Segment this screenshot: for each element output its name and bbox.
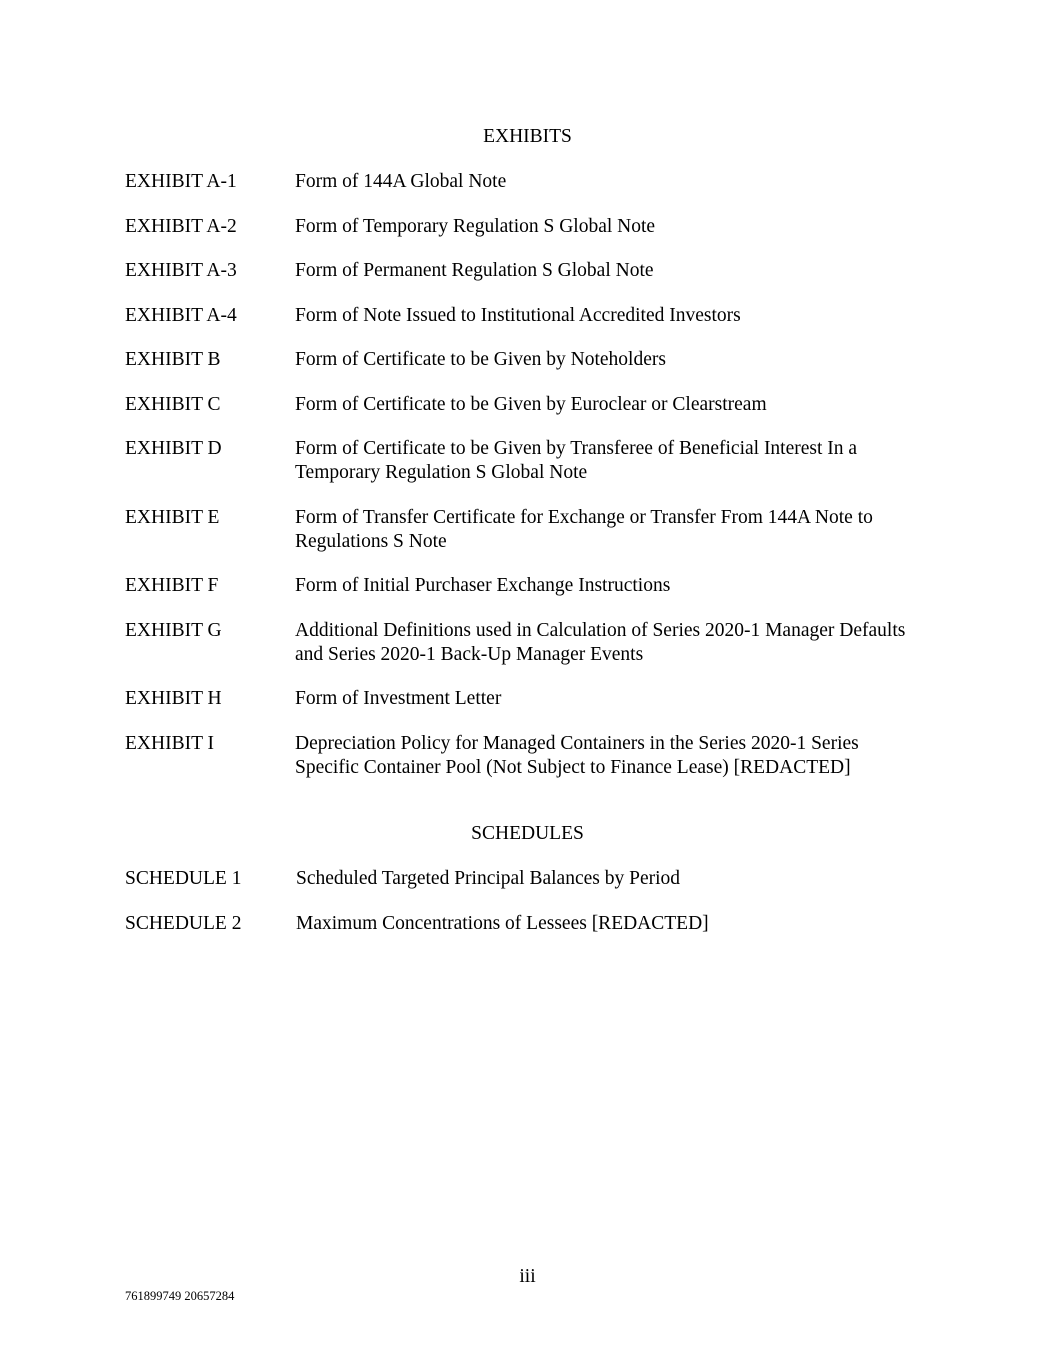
exhibit-label: EXHIBIT F	[125, 575, 219, 596]
exhibit-description: Form of Permanent Regulation S Global Note	[295, 260, 654, 281]
exhibit-entry	[125, 393, 925, 417]
exhibit-label: EXHIBIT H	[125, 688, 222, 709]
exhibit-entry	[125, 215, 925, 239]
schedules-heading: SCHEDULES	[471, 823, 584, 844]
exhibit-label: EXHIBIT E	[125, 506, 220, 528]
exhibit-description: Form of Transfer Certificate for Exchange or Transfer From 144A Note to Regulations S Note	[295, 506, 873, 552]
exhibit-description: Form of Temporary Regulation S Global Note	[295, 215, 656, 237]
schedule-list	[125, 867, 925, 956]
exhibit-label: EXHIBIT A-1	[125, 171, 237, 192]
exhibit-description: Form of Investment Letter	[295, 688, 502, 709]
exhibit-entry	[125, 619, 925, 667]
schedule-entry	[125, 912, 925, 936]
exhibit-description: Form of 144A Global Note	[295, 171, 507, 192]
exhibit-entry	[125, 732, 925, 780]
exhibit-entry	[125, 687, 925, 711]
schedule-description: Maximum Concentrations of Lessees [REDACTED]	[296, 912, 709, 934]
exhibit-description: Additional Definitions used in Calculation of Series 2020-1 Manager Defaults and Series 2020-1 Back-Up Manager Events	[295, 619, 906, 665]
schedule-entry	[125, 867, 925, 891]
exhibit-label: EXHIBIT I	[125, 732, 214, 754]
exhibit-entry	[125, 304, 925, 328]
exhibit-list	[125, 170, 925, 800]
exhibit-label: EXHIBIT B	[125, 349, 221, 370]
page-number: iii	[519, 1266, 536, 1287]
exhibit-label: EXHIBIT A-4	[125, 304, 237, 326]
document-id: 761899749 20657284	[125, 1289, 235, 1303]
exhibit-entry	[125, 170, 925, 194]
exhibit-label: EXHIBIT G	[125, 619, 222, 641]
exhibit-description: Form of Certificate to be Given by Noteholders	[295, 349, 666, 370]
exhibit-description: Form of Initial Purchaser Exchange Instructions	[295, 575, 671, 596]
exhibit-label: EXHIBIT A-2	[125, 215, 237, 237]
exhibit-entry	[125, 348, 925, 372]
exhibit-entry	[125, 506, 925, 554]
exhibit-description: Form of Certificate to be Given by Transferee of Beneficial Interest In a Temporary Regulation S Global Note	[295, 438, 858, 483]
exhibit-description: Form of Certificate to be Given by Euroclear or Clearstream	[295, 393, 767, 415]
exhibit-entry	[125, 259, 925, 283]
schedule-label: SCHEDULE 1	[125, 868, 242, 889]
exhibit-label: EXHIBIT A-3	[125, 260, 237, 281]
schedule-label: SCHEDULE 2	[125, 912, 242, 934]
exhibit-description: Depreciation Policy for Managed Containers in the Series 2020-1 Series Specific Container Pool (Not Subject to Finance Lease) [REDACTED]	[295, 732, 859, 778]
exhibit-description: Form of Note Issued to Institutional Accredited Investors	[295, 304, 741, 326]
exhibit-label: EXHIBIT D	[125, 438, 222, 459]
exhibits-heading: EXHIBITS	[483, 126, 572, 147]
exhibit-entry	[125, 574, 925, 598]
exhibit-entry	[125, 437, 925, 485]
exhibit-label: EXHIBIT C	[125, 393, 221, 415]
schedule-description: Scheduled Targeted Principal Balances by Period	[296, 868, 681, 889]
